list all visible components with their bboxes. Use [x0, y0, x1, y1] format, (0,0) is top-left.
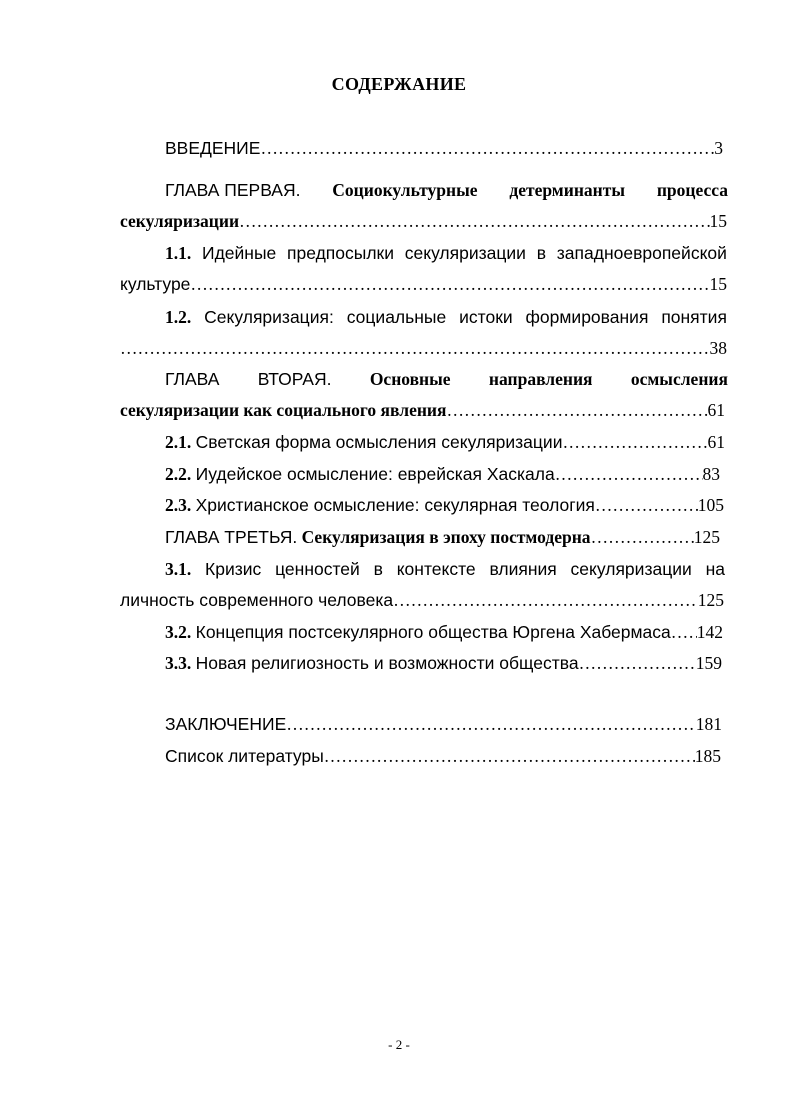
- toc-entry-section-3-1[interactable]: [165, 558, 725, 580]
- chapter-title-cont: секуляризации как социального явления: [120, 400, 447, 420]
- chapter-prefix: ГЛАВА ТРЕТЬЯ.: [165, 527, 298, 547]
- section-title-cont: личность современного человека: [120, 590, 394, 610]
- dot-leader: [286, 713, 696, 735]
- section-title: Концепция постсекулярного общества Юргена Хабермаса: [195, 622, 671, 642]
- section-title-word: истоки: [459, 307, 513, 327]
- section-number: 3.3.: [165, 653, 192, 673]
- chapter-title-word: детерминанты: [509, 180, 625, 200]
- toc-label: ЗАКЛЮЧЕНИЕ: [165, 714, 287, 734]
- section-title-word: контексте: [396, 559, 476, 579]
- dot-leader: [591, 526, 694, 548]
- toc-label: ВВЕДЕНИЕ: [165, 138, 261, 158]
- section-title: Новая религиозность и возможности общества: [195, 653, 579, 673]
- section-title-word: формирования: [525, 307, 649, 327]
- toc-page-number: 61: [707, 400, 725, 420]
- chapter-title: Секуляризация в эпоху постмодерна: [301, 527, 591, 547]
- toc-entry-section-2-2[interactable]: [165, 463, 720, 485]
- chapter-title-word: направления: [488, 369, 593, 389]
- section-number: 1.1.: [165, 243, 192, 263]
- section-number: 3.1.: [165, 559, 192, 579]
- section-number: 2.3.: [165, 495, 192, 515]
- section-number: 2.2.: [165, 464, 192, 484]
- toc-entry-section-3-2[interactable]: [165, 621, 723, 643]
- toc-page-number: 3: [714, 138, 723, 158]
- chapter-title-word: процесса: [656, 180, 728, 200]
- section-title: Иудейское осмысление: еврейская Хаскала: [195, 464, 555, 484]
- toc-entry-section-1-1-cont[interactable]: [120, 273, 727, 295]
- toc-page-number: 159: [695, 653, 722, 673]
- chapter-prefix: ГЛАВА ПЕРВАЯ.: [165, 180, 301, 200]
- section-title-word: в: [536, 243, 547, 263]
- chapter-title-word: осмысления: [630, 369, 728, 389]
- toc-page-number: 125: [697, 590, 724, 610]
- dot-leader: [393, 589, 698, 611]
- section-number: 2.1.: [165, 432, 192, 452]
- toc-entry-chapter-3[interactable]: [165, 526, 720, 548]
- toc-page-number: 83: [702, 464, 720, 484]
- chapter-word: ГЛАВА: [165, 369, 220, 389]
- toc-entry-section-1-2[interactable]: [165, 306, 727, 328]
- dot-leader: [190, 273, 709, 295]
- toc-entry-chapter-1-cont[interactable]: [120, 210, 727, 232]
- section-title-word: предпосылки: [287, 243, 394, 263]
- section-title-word: ценностей: [275, 559, 360, 579]
- section-title-word: социальные: [346, 307, 447, 327]
- section-title-cont: культуре: [120, 274, 191, 294]
- toc-page-number: 142: [696, 622, 723, 642]
- toc-page-number: 15: [709, 274, 727, 294]
- dot-leader: [562, 431, 707, 453]
- page-number: - 2 -: [388, 1037, 410, 1052]
- toc-page-number: 105: [697, 495, 724, 515]
- toc-entry-chapter-2-cont[interactable]: [120, 399, 725, 421]
- dot-leader: [260, 137, 714, 159]
- section-title-word: секуляризации: [404, 243, 526, 263]
- dot-leader: [324, 745, 695, 767]
- toc-entry-section-2-1[interactable]: [165, 431, 725, 453]
- toc-entry-chapter-1[interactable]: [165, 179, 728, 201]
- toc-entry-section-3-1-cont[interactable]: [120, 589, 724, 611]
- toc-entry-conclusion[interactable]: [165, 713, 722, 735]
- toc-page-number: 185: [694, 746, 721, 766]
- dot-leader: [120, 337, 710, 359]
- section-title-word: западноевропейской: [556, 243, 727, 263]
- dot-leader: [555, 463, 703, 485]
- toc-label: Список литературы: [165, 746, 324, 766]
- section-title-word: Секуляризация:: [204, 307, 334, 327]
- chapter-word: ВТОРАЯ.: [257, 369, 332, 389]
- toc-entry-section-3-3[interactable]: [165, 652, 722, 674]
- chapter-title-cont: секуляризации: [120, 211, 240, 231]
- toc-entry-section-1-1[interactable]: [165, 242, 727, 264]
- dot-leader: [239, 210, 709, 232]
- toc-entry-chapter-2[interactable]: [165, 368, 728, 390]
- page-title: СОДЕРЖАНИЕ: [331, 74, 467, 94]
- section-title-word: Идейные: [202, 243, 277, 263]
- section-title: Светская форма осмысления секуляризации: [195, 432, 563, 452]
- toc-entry-intro[interactable]: [165, 137, 723, 159]
- dot-leader: [671, 621, 697, 643]
- section-title-word: понятия: [661, 307, 727, 327]
- dot-leader: [595, 494, 698, 516]
- section-number: 1.2.: [165, 307, 192, 327]
- toc-entry-section-1-2-cont[interactable]: [120, 337, 727, 359]
- section-title-word: секуляризации: [570, 559, 692, 579]
- section-title: Христианское осмысление: секулярная теология: [195, 495, 595, 515]
- section-number: 3.2.: [165, 622, 192, 642]
- dot-leader: [579, 652, 696, 674]
- toc-page-number: 15: [709, 211, 727, 231]
- toc-page-number: 125: [693, 527, 720, 547]
- section-title-word: Кризис: [205, 559, 262, 579]
- section-title-word: на: [705, 559, 725, 579]
- section-title-word: влияния: [489, 559, 557, 579]
- dot-leader: [446, 399, 707, 421]
- toc-page-number: 181: [695, 714, 722, 734]
- section-title-word: в: [373, 559, 383, 579]
- chapter-title-word: Социокультурные: [332, 180, 478, 200]
- toc-entry-references[interactable]: [165, 745, 721, 767]
- toc-entry-section-2-3[interactable]: [165, 494, 724, 516]
- toc-page-number: 61: [707, 432, 725, 452]
- chapter-title-word: Основные: [369, 369, 451, 389]
- toc-page-number: 38: [709, 338, 727, 358]
